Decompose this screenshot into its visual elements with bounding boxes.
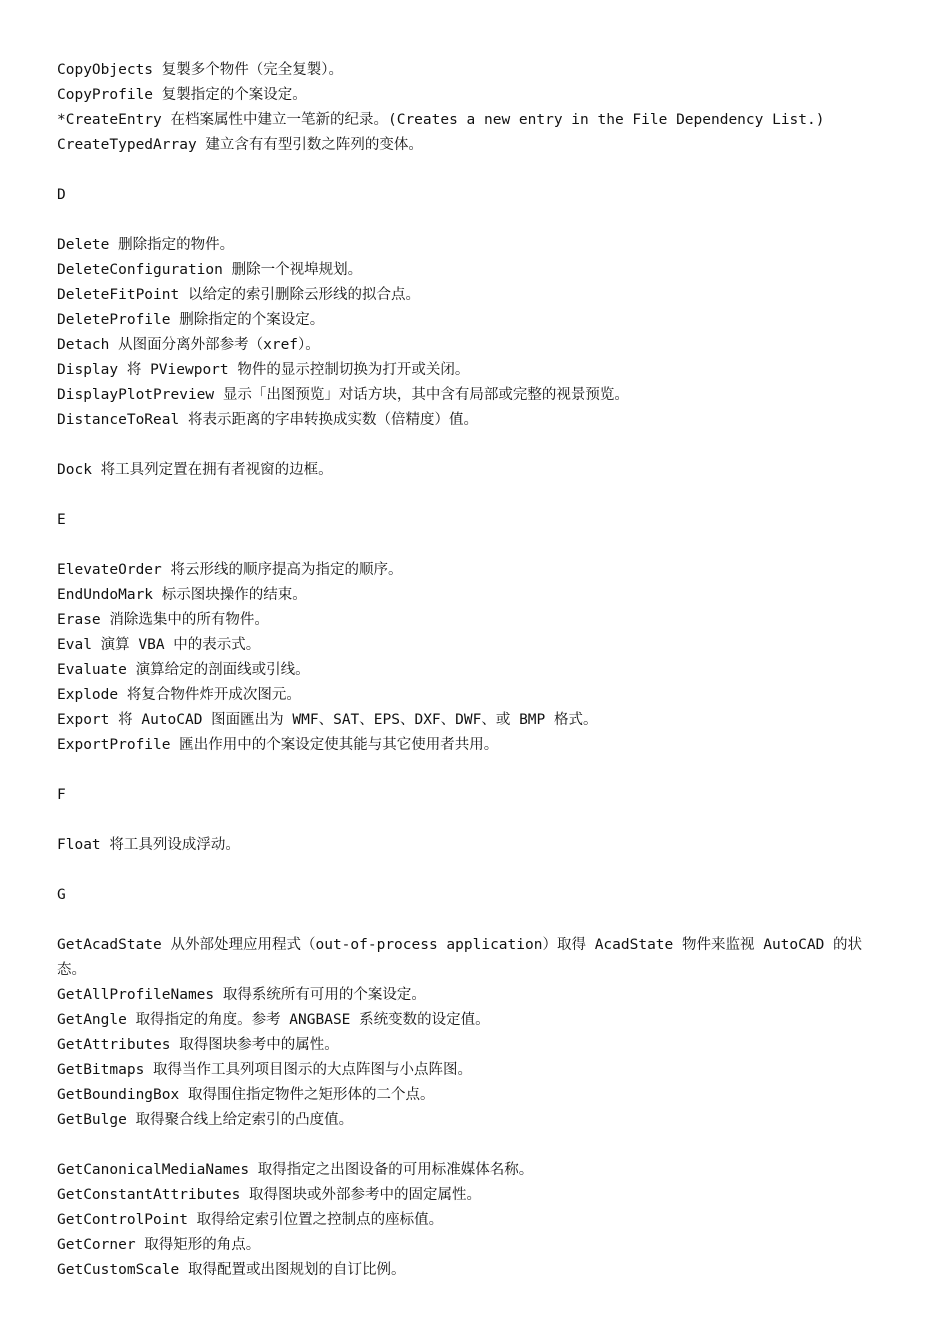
blank-line	[57, 158, 907, 183]
blank-line	[57, 483, 907, 508]
section-letter: F	[57, 787, 66, 803]
blank-line	[57, 433, 907, 458]
method-entry: GetAcadState 从外部处理应用程式（out-of-process application）取得 AcadState 物件来监视 AutoCAD 的状	[57, 937, 863, 953]
method-entry: GetCustomScale 取得配置或出图规划的自订比例。	[57, 1262, 406, 1278]
method-entry: DeleteProfile 删除指定的个案设定。	[57, 312, 325, 328]
method-entry: GetBitmaps 取得当作工具列项目图示的大点阵图与小点阵图。	[57, 1062, 473, 1078]
method-entry: GetCorner 取得矩形的角点。	[57, 1237, 261, 1253]
method-entry: ExportProfile 匯出作用中的个案设定使其能与其它使用者共用。	[57, 737, 499, 753]
section-letter: D	[57, 187, 66, 203]
method-entry: GetConstantAttributes 取得图块或外部参考中的固定属性。	[57, 1187, 482, 1203]
section-letter: G	[57, 887, 66, 903]
section-letter: E	[57, 512, 66, 528]
method-entry: EndUndoMark 标示图块操作的结束。	[57, 587, 307, 603]
method-entry: DisplayPlotPreview 显示「出图预览」对话方块，其中含有局部或完整的视景预览。	[57, 387, 629, 403]
method-entry: GetAngle 取得指定的角度。参考 ANGBASE 系统变数的设定值。	[57, 1012, 490, 1028]
method-entry: GetCanonicalMediaNames 取得指定之出图设备的可用标准媒体名称。	[57, 1162, 534, 1178]
method-entry: Delete 删除指定的物件。	[57, 237, 235, 253]
blank-line	[57, 858, 907, 883]
method-entry: Detach 从图面分离外部参考（xref）。	[57, 337, 320, 353]
method-entry: Eval 演算 VBA 中的表示式。	[57, 637, 261, 653]
blank-line	[57, 1133, 907, 1158]
method-entry: CopyProfile 复製指定的个案设定。	[57, 87, 307, 103]
method-entry: Explode 将复合物件炸开成次图元。	[57, 687, 301, 703]
method-entry: DeleteConfiguration 删除一个视埠规划。	[57, 262, 363, 278]
method-entry: Float 将工具列设成浮动。	[57, 837, 240, 853]
blank-line	[57, 533, 907, 558]
method-entry: CopyObjects 复製多个物件（完全复製）。	[57, 62, 344, 78]
method-entry: GetAttributes 取得图块参考中的属性。	[57, 1037, 339, 1053]
method-entry: *CreateEntry 在档案属性中建立一笔新的纪录。(Creates a new entry in the File Dependency List.)	[57, 112, 825, 128]
blank-line	[57, 758, 907, 783]
method-entry: 态。	[57, 962, 86, 978]
method-entry: GetBulge 取得聚合线上给定索引的凸度值。	[57, 1112, 354, 1128]
method-entry: GetControlPoint 取得给定索引位置之控制点的座标值。	[57, 1212, 444, 1228]
method-entry: GetBoundingBox 取得围住指定物件之矩形体的二个点。	[57, 1087, 435, 1103]
blank-line	[57, 808, 907, 833]
method-entry: Evaluate 演算给定的剖面线或引线。	[57, 662, 310, 678]
method-entry: Erase 消除选集中的所有物件。	[57, 612, 269, 628]
method-entry: Dock 将工具列定置在拥有者视窗的边框。	[57, 462, 333, 478]
method-entry: ElevateOrder 将云形线的顺序提高为指定的顺序。	[57, 562, 403, 578]
blank-line	[57, 208, 907, 233]
method-entry: DistanceToReal 将表示距离的字串转换成实数（倍精度）值。	[57, 412, 478, 428]
method-entry: CreateTypedArray 建立含有有型引数之阵列的变体。	[57, 137, 423, 153]
method-entry: GetAllProfileNames 取得系统所有可用的个案设定。	[57, 987, 426, 1003]
blank-line	[57, 908, 907, 933]
method-entry: Display 将 PViewport 物件的显示控制切换为打开或关闭。	[57, 362, 470, 378]
method-entry: DeleteFitPoint 以给定的索引删除云形线的拟合点。	[57, 287, 420, 303]
method-entry: Export 将 AutoCAD 图面匯出为 WMF、SAT、EPS、DXF、DWF、或 BMP 格式。	[57, 712, 598, 728]
document-page	[57, 58, 907, 1283]
